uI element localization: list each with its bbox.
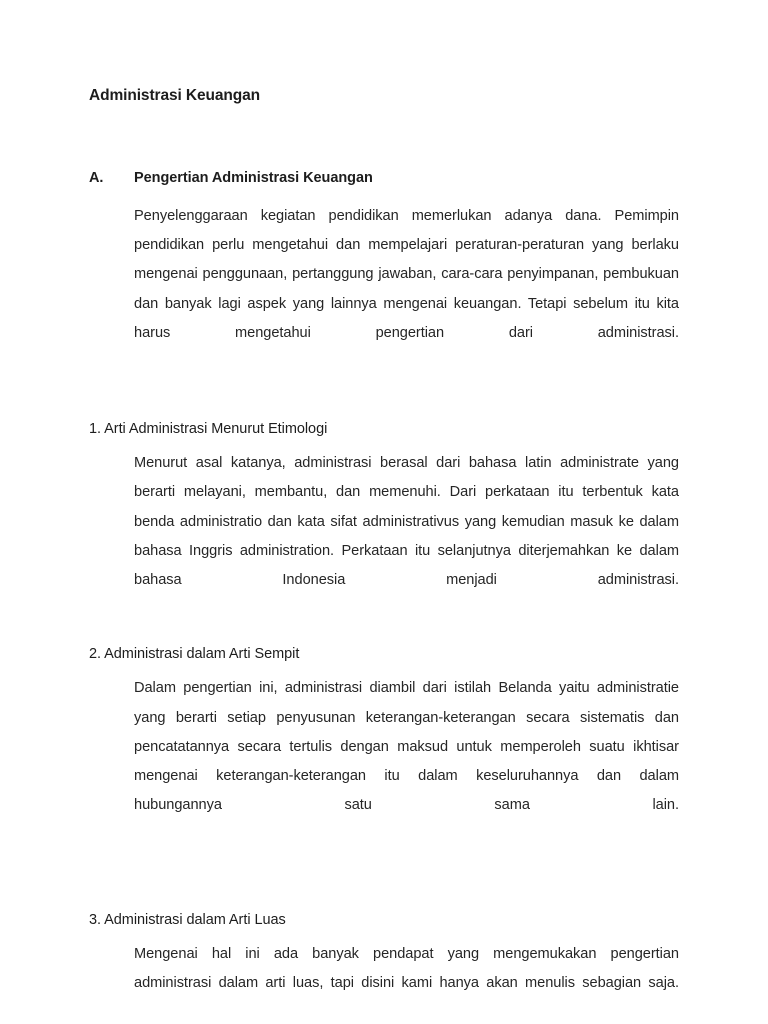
section-heading-label: Pengertian Administrasi Keuangan [134,170,373,186]
subsection-paragraph-1: Menurut asal katanya, administrasi berasal dari bahasa latin administrate yang berarti melayani, membantu, dan memenuhi. Dari perkataan itu terbentuk kata benda administratio dan kata sifat administrativus yang kemudian masuk ke dalam bahasa Inggris administration. Perkataan itu selanjutnya diterjemahkan ke dalam bahasa Indonesia menjadi administrasi. [134,455,679,589]
subsection-paragraph-2: Dalam pengertian ini, administrasi diambil dari istilah Belanda yaitu administratie yang berarti setiap penyusunan keterangan-keterangan secara sistematis dan pencatatannya secara tertulis dengan maksud untuk memperoleh suatu ikhtisar mengenai keterangan-keterangan itu dalam keseluruhannya dan dalam hubungannya satu sama lain. [134,680,679,814]
document-content [89,0,679,1024]
section-marker: A. [89,170,104,186]
section-heading-a [89,106,679,188]
subsection-heading-1: 1. Arti Administrasi Menurut Etimologi [89,421,328,438]
section-paragraph-a: Penyelenggaraan kegiatan pendidikan memerlukan adanya dana. Pemimpin pendidikan perlu mengetahui dan mempelajari peraturan-peraturan yang berlaku mengenai penggunaan, pertanggung jawaban, cara-cara penyimpanan, pembukuan dan banyak lagi aspek yang lainnya mengenai keuangan. Tetapi sebelum itu kita harus mengetahui pengertian dari administrasi. [134,208,679,341]
page-title: Administrasi Keuangan [89,87,261,104]
subsection-paragraph-3: Mengenai hal ini ada banyak pendapat yang mengemukakan pengertian administrasi dalam arti luas, tapi disini kami hanya akan menulis sebagian saja. [134,945,679,991]
subsection-heading-3: 3. Administrasi dalam Arti Luas [89,911,286,928]
subsection-heading-2: 2. Administrasi dalam Arti Sempit [89,646,300,663]
